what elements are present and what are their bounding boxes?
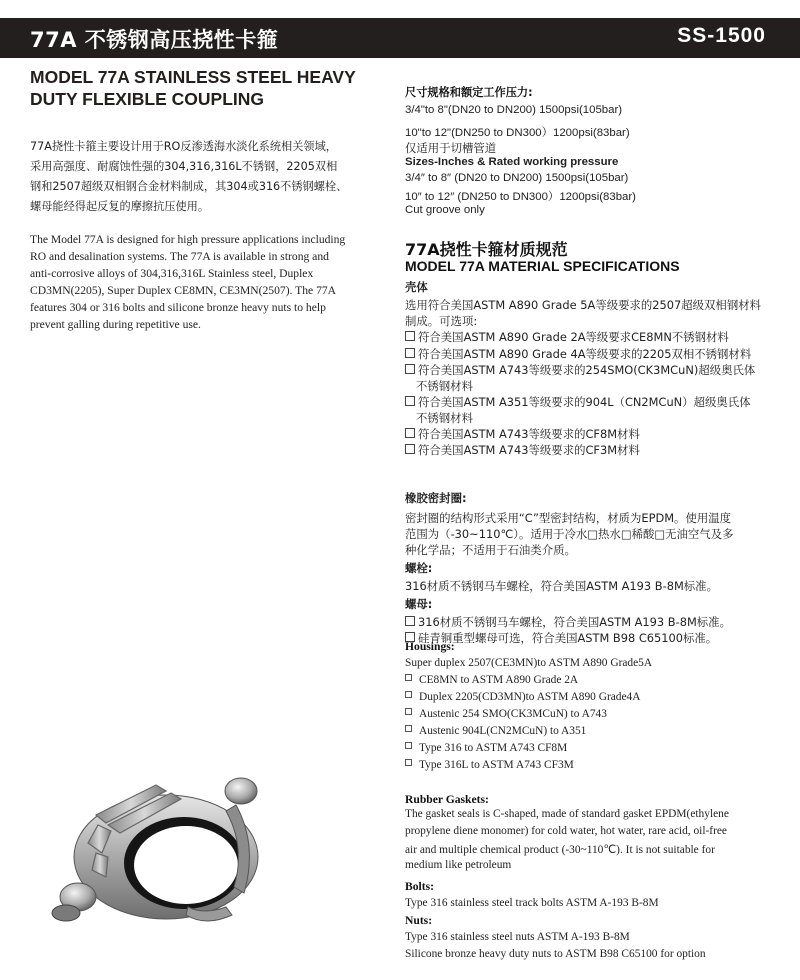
housing-option-cont: 不锈钢材料 — [416, 379, 473, 393]
checkbox-icon — [405, 759, 412, 766]
intro-en-line: The Model 77A is designed for high pressure applications including — [30, 233, 346, 246]
material-title-en: MODEL 77A MATERIAL SPECIFICATIONS — [405, 258, 680, 274]
sizes-note-cn: 仅适用于切槽管道 — [405, 141, 497, 155]
gaskets-heading-en: Rubber Gaskets: — [405, 793, 489, 806]
bolt-heading-cn: 螺栓: — [405, 561, 433, 575]
page-title-line2: DUTY FLEXIBLE COUPLING — [30, 89, 264, 109]
option-label: 符合美国ASTM A351等级要求的904L（CN2MCuN）超级奥氏体 — [418, 395, 751, 409]
sizes-heading-en: Sizes-Inches & Rated working pressure — [405, 156, 619, 168]
intro-en-line: RO and desalination systems. The 77A is available in strong and — [30, 250, 329, 263]
option-label: Duplex 2205(CD3MN)to ASTM A890 Grade4A — [419, 691, 641, 703]
option-label: Type 316 to ASTM A743 CF8M — [419, 742, 568, 754]
housing-heading-cn: 壳体 — [405, 280, 428, 294]
option-label: CE8MN to ASTM A890 Grade 2A — [419, 674, 579, 686]
housings-main-en: Super duplex 2507(CE3MN)to ASTM A890 Grade5A — [405, 657, 653, 669]
checkbox-icon — [405, 616, 415, 626]
gasket-line-en: The gasket seals is C-shaped, made of standard gasket EPDM(ethylene — [405, 808, 729, 820]
header-bar — [0, 18, 800, 58]
coupling-product-image — [36, 765, 266, 935]
housing-option-cn — [405, 346, 751, 362]
gasket-line-en: air and multiple chemical product (-30~110℃). It is not suitable for — [405, 844, 715, 856]
option-label: 符合美国ASTM A743等级要求的CF3M材料 — [418, 443, 640, 457]
housing-option-en — [405, 674, 578, 686]
nuts-line-en: Silicone bronze heavy duty nuts to ASTM B98 C65100 for option — [405, 948, 706, 960]
model-code: SS-1500 — [677, 24, 766, 47]
housing-option-en — [405, 708, 607, 720]
intro-cn-line: 77A挠性卡箍主要设计用于RO反渗透海水淡化系统相关领域， — [30, 140, 337, 153]
gasket-line-cn: 范围为（-30~110℃）。适用于冷水□热水□稀酸□无油空气及多 — [405, 527, 734, 541]
checkbox-icon — [405, 331, 415, 341]
option-label: Austenic 904L(CN2MCuN) to A351 — [419, 725, 587, 737]
housing-option-cn — [405, 426, 640, 442]
nut-label: 硅青铜重型螺母可选，符合美国ASTM B98 C65100标准。 — [418, 631, 718, 645]
intro-en-line: features 304 or 316 bolts and silicone bronze heavy nuts to help — [30, 301, 326, 314]
intro-en-line: CD3MN(2205), Super Duplex CE8MN, CE3MN(2507). The 77A — [30, 284, 337, 297]
intro-en-line: prevent galling during repetitive use. — [30, 318, 201, 331]
intro-en-line: anti-corrosive alloys of 304,316,316L Stainless steel, Duplex — [30, 267, 314, 280]
intro-en — [30, 231, 370, 333]
nuts-heading-en: Nuts: — [405, 914, 433, 927]
housing-option-en — [405, 759, 574, 771]
housing-desc-cn-2: 制成。可选项: — [405, 314, 478, 328]
option-label: Austenic 254 SMO(CK3MCuN) to A743 — [419, 708, 607, 720]
material-title-cn: 77A挠性卡箍材质规范 — [405, 240, 568, 259]
gasket-line-en: propylene diene monomer) for cold water, hot water, rare acid, oil-free — [405, 825, 727, 837]
gasket-line-en: medium like petroleum — [405, 859, 512, 871]
checkbox-icon — [405, 396, 415, 406]
checkbox-icon — [405, 674, 412, 681]
checkbox-icon — [405, 691, 412, 698]
option-label: 符合美国ASTM A743等级要求的254SMO(CK3MCuN)超级奥氏体 — [418, 363, 756, 377]
bolts-line-en: Type 316 stainless steel track bolts ASTM A-193 B-8M — [405, 897, 659, 909]
housing-option-en — [405, 742, 567, 754]
nut-line-cn — [405, 614, 731, 630]
sizes-heading-cn: 尺寸规格和额定工作压力: — [405, 86, 533, 99]
sizes-line1-cn: 3/4"to 8"(DN20 to DN200) 1500psi(105bar) — [405, 104, 623, 116]
nuts-line-en: Type 316 stainless steel nuts ASTM A-193 B-8M — [405, 931, 630, 943]
gasket-line-cn: 密封圈的结构形式采用“C”型密封结构，材质为EPDM。使用温度 — [405, 511, 732, 525]
header-title-cn: 77A 不锈钢高压挠性卡箍 — [30, 28, 279, 52]
bolts-heading-en: Bolts: — [405, 880, 434, 893]
checkbox-icon — [405, 742, 412, 749]
checkbox-icon — [405, 444, 415, 454]
sizes-line2-cn: 10"to 12"(DN250 to DN300）1200psi(83bar) — [405, 127, 630, 139]
intro-cn-line: 钢和2507超级双相钢合金材料制成，其304或316不锈钢螺栓、 — [30, 180, 348, 193]
checkbox-icon — [405, 348, 415, 358]
sizes-note-en: Cut groove only — [405, 204, 485, 216]
intro-cn — [30, 137, 370, 217]
page-title — [30, 66, 390, 110]
housing-option-cn — [405, 362, 755, 378]
nut-heading-cn: 螺母: — [405, 597, 433, 611]
sizes-line1-en: 3/4″ to 8″ (DN20 to DN200) 1500psi(105bar) — [405, 172, 629, 184]
housing-option-cn — [405, 329, 729, 345]
housing-option-cn — [405, 442, 640, 458]
housing-desc-cn-1: 选用符合美国ASTM A890 Grade 5A等级要求的2507超级双相钢材料 — [405, 298, 761, 312]
checkbox-icon — [405, 708, 412, 715]
gasket-heading-cn: 橡胶密封圈: — [405, 491, 467, 505]
bolt-line-cn: 316材质不锈钢马车螺栓，符合美国ASTM A193 B-8M标准。 — [405, 579, 718, 593]
option-label: 符合美国ASTM A743等级要求的CF8M材料 — [418, 427, 640, 441]
page-title-line1: MODEL 77A STAINLESS STEEL HEAVY — [30, 67, 356, 87]
nut-label: 316材质不锈钢马车螺栓，符合美国ASTM A193 B-8M标准。 — [418, 615, 731, 629]
checkbox-icon — [405, 725, 412, 732]
housings-heading-en: Housings: — [405, 640, 455, 653]
option-label: 符合美国ASTM A890 Grade 4A等级要求的2205双相不锈钢材料 — [418, 347, 752, 361]
sizes-line2-en: 10″ to 12″ (DN250 to DN300）1200psi(83bar) — [405, 191, 636, 203]
checkbox-icon — [405, 428, 415, 438]
intro-cn-line: 采用高强度、耐腐蚀性强的304,316,316L不锈钢，2205双相 — [30, 160, 338, 173]
housing-option-en — [405, 691, 640, 703]
gasket-line-cn: 种化学品；不适用于石油类介质。 — [405, 543, 576, 557]
option-label: Type 316L to ASTM A743 CF3M — [419, 759, 574, 771]
housing-option-cn — [405, 394, 751, 410]
intro-cn-line: 螺母能经得起反复的摩擦抗压使用。 — [30, 200, 210, 213]
option-label: 符合美国ASTM A890 Grade 2A等级要求CE8MN不锈钢材料 — [418, 330, 729, 344]
housing-option-en — [405, 725, 586, 737]
housing-option-cont: 不锈钢材料 — [416, 411, 473, 425]
checkbox-icon — [405, 364, 415, 374]
